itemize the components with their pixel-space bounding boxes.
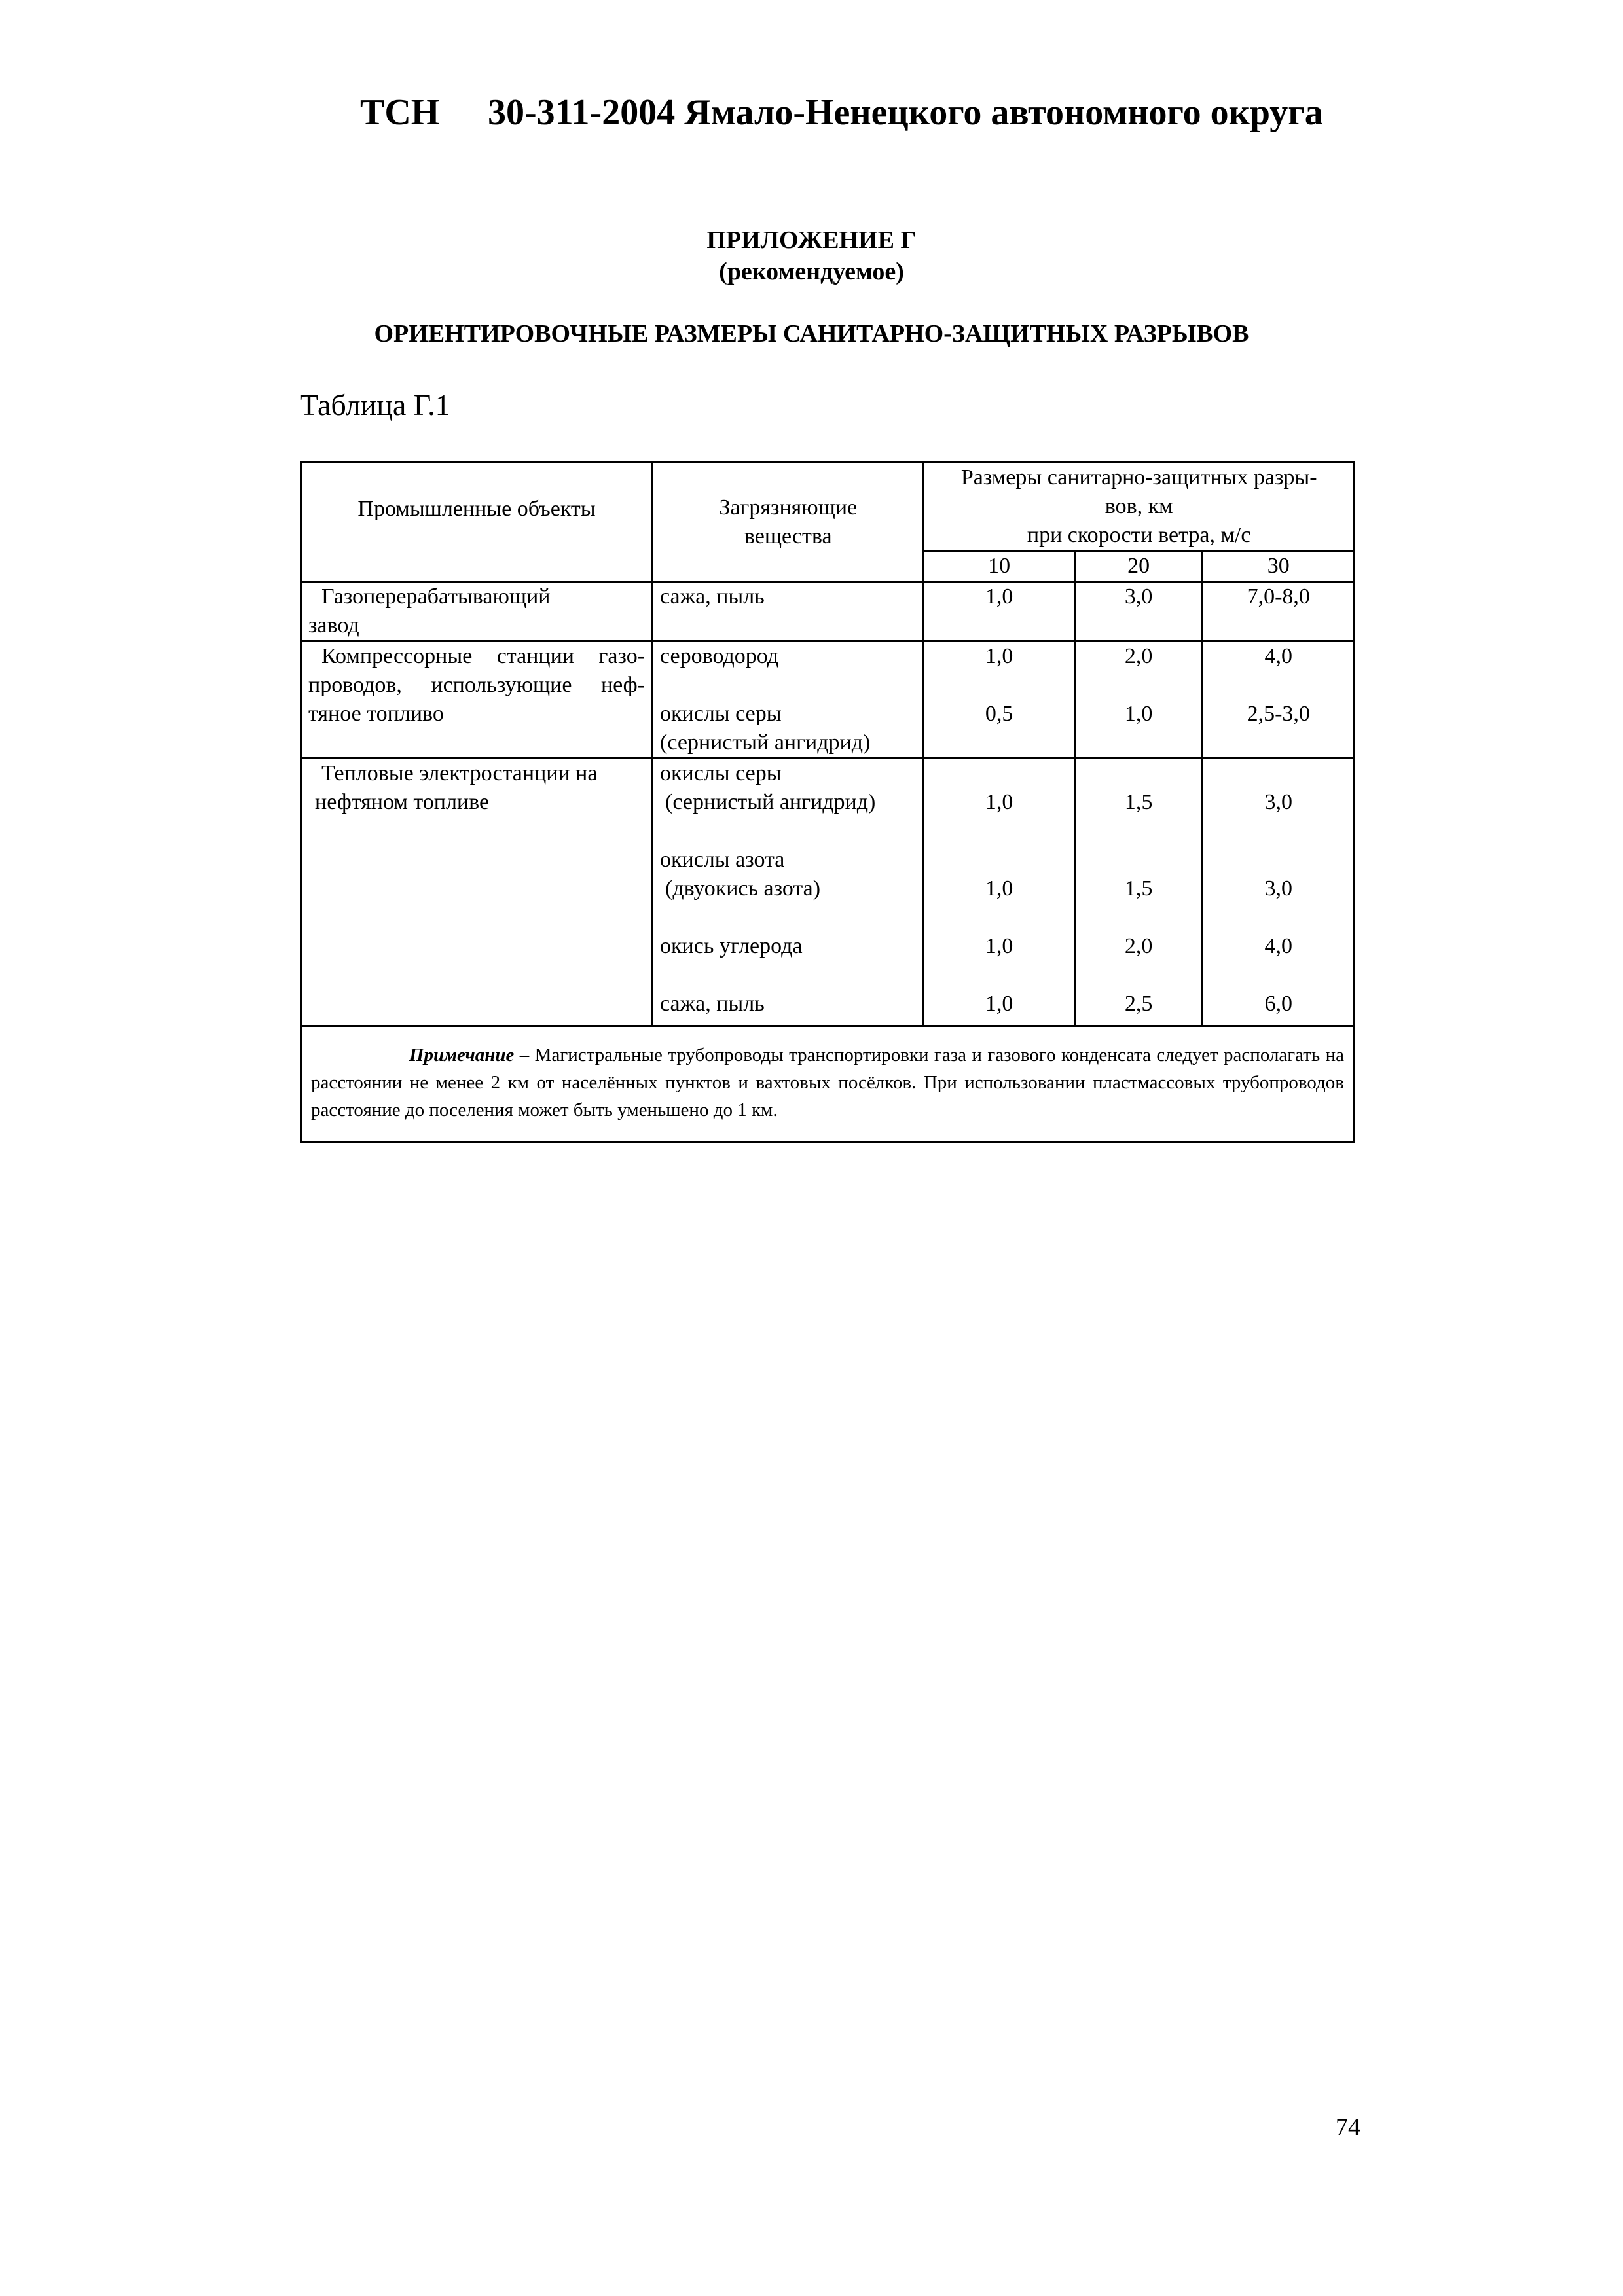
- value: 6,0: [1264, 992, 1292, 1016]
- value: 4,0: [1264, 934, 1292, 958]
- value: 3,0: [1264, 876, 1292, 901]
- object-line: проводов, использующие неф-: [308, 673, 646, 697]
- value: 1,0: [985, 876, 1013, 901]
- pollutant-line: окислы серы: [660, 761, 782, 785]
- value-cell: [1074, 759, 1203, 1026]
- header-objects-label: Промышленные объекты: [357, 496, 596, 521]
- sanitary-gaps-table: [300, 461, 1355, 1143]
- value-cell: 1,0: [924, 582, 1074, 641]
- table-row: [301, 759, 1355, 1026]
- object-cell: [301, 641, 653, 759]
- note-text: – Магистральные трубопроводы транспортировки газа и газового конденсата следует располагать на расстоянии не менее 2 км от населённых пунктов и вахтовых посёлков. При использовании пластмассовых трубопроводов расстояние до поселения может быть уменьшено до 1 км.: [311, 1045, 1344, 1121]
- table-row: [301, 641, 1355, 759]
- header-objects: [301, 463, 653, 582]
- value-cell: [1203, 641, 1355, 759]
- object-cell: [301, 759, 653, 1026]
- value: 1,5: [1124, 790, 1153, 814]
- value: 1,0: [985, 934, 1013, 958]
- header-speed-20: 20: [1074, 551, 1203, 582]
- pollutant-line: окись углерода: [660, 934, 803, 958]
- value: 1,0: [985, 790, 1013, 814]
- table-caption: Таблица Г.1: [300, 388, 450, 422]
- pollutant-line: (двуокись азота): [665, 876, 821, 901]
- value: 2,5: [1124, 992, 1153, 1016]
- pollutant-line: (сернистый ангидрид): [665, 790, 876, 814]
- object-line: завод: [308, 613, 359, 637]
- value-cell: 3,0: [1074, 582, 1203, 641]
- value-cell: [924, 759, 1074, 1026]
- value-cell: 7,0-8,0: [1203, 582, 1355, 641]
- value: 2,5-3,0: [1247, 702, 1310, 726]
- pollutant-cell: [653, 641, 924, 759]
- pollutant-line: окислы азота: [660, 848, 785, 872]
- appendix-subtitle: (рекомендуемое): [719, 258, 904, 285]
- value: 1,0: [985, 644, 1013, 668]
- value: 2,0: [1124, 934, 1153, 958]
- value: 1,0: [1124, 702, 1153, 726]
- pollutant-cell: [653, 759, 924, 1026]
- appendix-title: ПРИЛОЖЕНИЕ Г: [706, 226, 917, 254]
- object-line: Тепловые электростанции на: [321, 761, 598, 785]
- document-header: [360, 92, 1368, 134]
- object-line: тяное топливо: [308, 702, 444, 726]
- header-speed-30: 30: [1203, 551, 1355, 582]
- header-pollutants: [653, 463, 924, 582]
- header-sizes: [924, 463, 1355, 551]
- table-row: [301, 582, 1355, 641]
- pollutant-line: сажа, пыль: [660, 584, 765, 609]
- pollutant-line: сероводород: [660, 644, 779, 668]
- value-cell: [1074, 641, 1203, 759]
- value: 2,0: [1124, 644, 1153, 668]
- pollutant-cell: [653, 582, 924, 641]
- header-sizes-line3: при скорости ветра, м/с: [1027, 523, 1251, 547]
- value: 1,5: [1124, 876, 1153, 901]
- value: 1,0: [985, 992, 1013, 1016]
- header-pollutants-line1: Загрязняющие: [719, 495, 858, 520]
- table-header-row: [301, 463, 1355, 551]
- object-cell: [301, 582, 653, 641]
- header-pollutants-line2: вещества: [744, 524, 832, 548]
- standard-code: ТСН: [360, 92, 440, 133]
- section-title: ОРИЕНТИРОВОЧНЫЕ РАЗМЕРЫ САНИТАРНО-ЗАЩИТНЫХ РАЗРЫВОВ: [374, 320, 1249, 348]
- header-sizes-line1: Размеры санитарно-защитных разры-: [960, 465, 1317, 490]
- pollutant-line: (сернистый ангидрид): [660, 730, 871, 755]
- value-cell: [924, 641, 1074, 759]
- value: 4,0: [1264, 644, 1292, 668]
- pollutant-line: сажа, пыль: [660, 992, 765, 1016]
- value: 3,0: [1264, 790, 1292, 814]
- header-speed-10: 10: [924, 551, 1074, 582]
- table-note-row: [301, 1026, 1355, 1142]
- value: 0,5: [985, 702, 1013, 726]
- object-line: Газоперерабатывающий: [321, 584, 551, 609]
- note-label: Примечание: [409, 1045, 515, 1066]
- pollutant-line: окислы серы: [660, 702, 782, 726]
- header-sizes-line2: вов, км: [1104, 494, 1173, 518]
- page-number: 74: [1336, 2113, 1360, 2141]
- standard-title: 30-311-2004 Ямало-Ненецкого автономного округа: [488, 92, 1323, 133]
- value-cell: [1203, 759, 1355, 1026]
- object-line: нефтяном топливе: [315, 790, 490, 814]
- table-note: [301, 1026, 1355, 1142]
- object-line: Компрессорные станции газо-: [321, 644, 646, 668]
